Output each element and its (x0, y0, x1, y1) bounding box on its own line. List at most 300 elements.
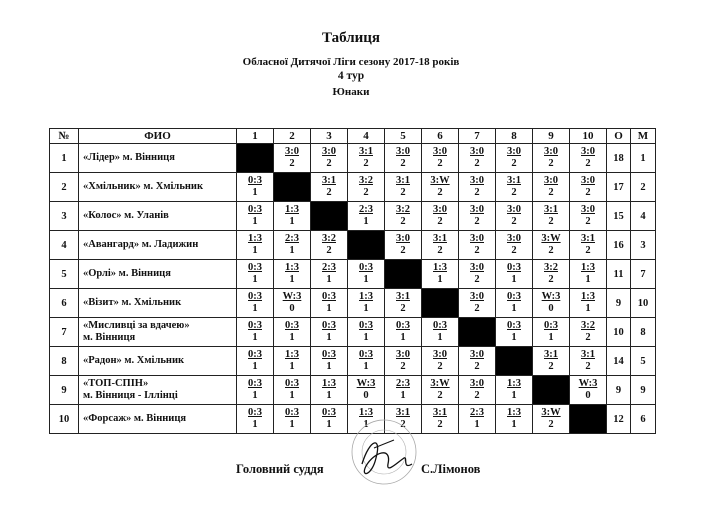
score-cell (533, 405, 570, 434)
match-points: 2 (548, 274, 554, 285)
row-number: 9 (50, 376, 79, 405)
match-score: 1:3 (507, 407, 521, 418)
signature-stamp-icon (332, 418, 442, 498)
match-score: 0:3 (507, 262, 521, 273)
score-cell (274, 318, 311, 347)
match-score: 3:2 (359, 175, 373, 186)
team-name (79, 405, 237, 434)
score-cell (311, 376, 348, 405)
match-points: 1 (363, 419, 369, 430)
column-header: 8 (496, 129, 533, 144)
table-row (50, 289, 656, 318)
row-number: 8 (50, 347, 79, 376)
match-points: 1 (326, 390, 332, 401)
score-cell (385, 347, 422, 376)
match-score: 3:0 (470, 175, 484, 186)
score-cell (274, 347, 311, 376)
score-cell (237, 289, 274, 318)
table-row (50, 260, 656, 289)
total-points: 9 (607, 289, 631, 318)
match-score: 0:3 (359, 320, 373, 331)
match-score: 3:0 (507, 233, 521, 244)
match-points: 1 (585, 303, 591, 314)
match-score: 0:3 (248, 407, 262, 418)
score-cell (570, 231, 607, 260)
score-cell (533, 260, 570, 289)
match-score: 1:3 (581, 291, 595, 302)
match-points: 1 (289, 274, 295, 285)
match-points: 1 (437, 332, 443, 343)
final-place: 2 (631, 173, 656, 202)
match-score: 3:W (541, 233, 561, 244)
score-cell (533, 318, 570, 347)
match-score: 0:3 (322, 349, 336, 360)
match-score: 3:1 (322, 175, 336, 186)
column-header: 3 (311, 129, 348, 144)
total-points: 17 (607, 173, 631, 202)
page-title: Таблиця (321, 30, 381, 46)
blocked-cell (422, 289, 459, 318)
score-cell (422, 231, 459, 260)
score-cell (237, 376, 274, 405)
match-score: 0:3 (248, 175, 262, 186)
match-points: 2 (326, 187, 332, 198)
match-points: 2 (437, 158, 443, 169)
column-header: О (607, 129, 631, 144)
team-name (79, 289, 237, 318)
match-points: 2 (437, 216, 443, 227)
team-name (79, 144, 237, 173)
match-score: 1:3 (507, 378, 521, 389)
match-points: 1 (511, 303, 517, 314)
match-points: 2 (511, 187, 517, 198)
score-cell (348, 173, 385, 202)
score-cell (459, 376, 496, 405)
match-score: 2:3 (322, 262, 336, 273)
match-points: 2 (548, 419, 554, 430)
total-points: 10 (607, 318, 631, 347)
match-score: 3:W (430, 378, 450, 389)
score-cell (311, 347, 348, 376)
match-score: 3:0 (507, 146, 521, 157)
table-row (50, 202, 656, 231)
match-score: 1:3 (248, 233, 262, 244)
team-name-line: «Мисливці за вдачею» (83, 320, 190, 331)
table-row (50, 144, 656, 173)
match-points: 2 (474, 274, 480, 285)
match-score: 1:3 (285, 204, 299, 215)
score-cell (274, 289, 311, 318)
match-points: 2 (437, 419, 443, 430)
score-cell (237, 173, 274, 202)
match-points: 2 (511, 216, 517, 227)
match-score: 3:1 (396, 291, 410, 302)
score-cell (533, 202, 570, 231)
score-cell (274, 231, 311, 260)
match-points: 0 (289, 303, 295, 314)
match-points: 1 (252, 390, 258, 401)
match-points: 0 (548, 303, 554, 314)
score-cell (385, 318, 422, 347)
match-points: 2 (400, 361, 406, 372)
final-place: 1 (631, 144, 656, 173)
score-cell (496, 260, 533, 289)
match-points: 2 (437, 245, 443, 256)
match-score: 3:0 (470, 146, 484, 157)
blocked-cell (533, 376, 570, 405)
score-cell (459, 405, 496, 434)
match-score: 3:1 (396, 407, 410, 418)
score-cell (385, 144, 422, 173)
match-points: 1 (289, 390, 295, 401)
score-cell (459, 231, 496, 260)
score-cell (496, 173, 533, 202)
match-score: 0:3 (396, 320, 410, 331)
match-score: 3:1 (433, 233, 447, 244)
match-score: 0:3 (322, 407, 336, 418)
match-points: 2 (474, 216, 480, 227)
blocked-cell (385, 260, 422, 289)
match-points: 1 (326, 419, 332, 430)
score-cell (348, 318, 385, 347)
match-score: 0:3 (248, 349, 262, 360)
match-points: 2 (548, 361, 554, 372)
match-points: 2 (474, 187, 480, 198)
total-points: 18 (607, 144, 631, 173)
score-cell (570, 173, 607, 202)
match-points: 2 (585, 332, 591, 343)
team-name (79, 173, 237, 202)
match-score: 0:3 (248, 204, 262, 215)
team-name-line: «Колос» м. Уланів (83, 210, 169, 221)
match-points: 1 (289, 361, 295, 372)
score-cell (237, 202, 274, 231)
match-score: 0:3 (285, 320, 299, 331)
match-score: 1:3 (581, 262, 595, 273)
score-cell (570, 202, 607, 231)
match-score: W:3 (578, 378, 598, 389)
match-score: 1:3 (359, 407, 373, 418)
match-score: 0:3 (507, 320, 521, 331)
row-number: 7 (50, 318, 79, 347)
score-cell (311, 318, 348, 347)
score-cell (496, 405, 533, 434)
match-points: 1 (252, 361, 258, 372)
column-header: 9 (533, 129, 570, 144)
match-points: 1 (326, 332, 332, 343)
match-score: 3:1 (544, 349, 558, 360)
match-points: 1 (252, 274, 258, 285)
match-score: 1:3 (359, 291, 373, 302)
blocked-cell (311, 202, 348, 231)
score-cell (533, 144, 570, 173)
match-score: 3:0 (507, 204, 521, 215)
match-points: 1 (548, 332, 554, 343)
match-points: 1 (252, 245, 258, 256)
match-score: 3:0 (433, 204, 447, 215)
match-points: 1 (585, 274, 591, 285)
score-cell (348, 289, 385, 318)
match-points: 2 (363, 158, 369, 169)
match-points: 2 (474, 245, 480, 256)
match-score: 2:3 (396, 378, 410, 389)
round-label: 4 тур (337, 70, 365, 82)
blocked-cell (570, 405, 607, 434)
score-cell (570, 347, 607, 376)
table-header-row (50, 129, 656, 144)
match-points: 1 (326, 361, 332, 372)
match-score: 3:2 (322, 233, 336, 244)
score-cell (496, 289, 533, 318)
score-cell (274, 260, 311, 289)
row-number: 10 (50, 405, 79, 434)
score-cell (533, 289, 570, 318)
match-points: 2 (289, 158, 295, 169)
match-score: W:3 (541, 291, 561, 302)
match-points: 2 (400, 419, 406, 430)
match-points: 2 (437, 361, 443, 372)
table-row (50, 231, 656, 260)
match-points: 2 (437, 187, 443, 198)
match-points: 1 (363, 274, 369, 285)
match-score: 3:0 (544, 146, 558, 157)
score-cell (311, 260, 348, 289)
team-name (79, 231, 237, 260)
score-cell (459, 289, 496, 318)
team-name (79, 202, 237, 231)
team-name (79, 260, 237, 289)
match-score: 3:1 (359, 146, 373, 157)
score-cell (311, 289, 348, 318)
match-score: 3:0 (470, 349, 484, 360)
score-cell (533, 347, 570, 376)
match-score: 1:3 (285, 262, 299, 273)
table-row (50, 318, 656, 347)
match-points: 1 (289, 419, 295, 430)
match-score: 3:2 (581, 320, 595, 331)
match-points: 0 (585, 390, 591, 401)
match-score: 0:3 (248, 262, 262, 273)
match-points: 2 (511, 158, 517, 169)
row-number: 3 (50, 202, 79, 231)
team-name-line: «Візит» м. Хмільник (83, 297, 182, 308)
match-score: 3:1 (396, 175, 410, 186)
match-points: 1 (363, 361, 369, 372)
blocked-cell (237, 144, 274, 173)
total-points: 14 (607, 347, 631, 376)
match-score: 2:3 (359, 204, 373, 215)
final-place: 4 (631, 202, 656, 231)
score-cell (237, 347, 274, 376)
match-score: 3:1 (544, 204, 558, 215)
match-points: 1 (252, 332, 258, 343)
score-cell (570, 376, 607, 405)
match-score: 0:3 (248, 291, 262, 302)
score-cell (274, 202, 311, 231)
match-score: 3:0 (433, 146, 447, 157)
score-cell (422, 318, 459, 347)
match-score: 3:0 (470, 378, 484, 389)
match-score: 3:1 (433, 407, 447, 418)
match-score: 3:0 (396, 349, 410, 360)
final-place: 8 (631, 318, 656, 347)
judge-name: С.Лімонов (421, 462, 481, 476)
table-row (50, 376, 656, 405)
score-cell (385, 376, 422, 405)
match-score: 3:2 (544, 262, 558, 273)
match-score: 3:1 (581, 233, 595, 244)
column-header: 6 (422, 129, 459, 144)
match-points: 0 (363, 390, 369, 401)
team-name-line: «Лідер» м. Вінниця (83, 152, 175, 163)
match-score: 1:3 (433, 262, 447, 273)
score-cell (274, 376, 311, 405)
score-cell (385, 231, 422, 260)
column-header: М (631, 129, 656, 144)
team-name-line: «Радон» м. Хмільник (83, 355, 185, 366)
score-cell (348, 376, 385, 405)
match-score: 0:3 (433, 320, 447, 331)
team-name-line: м. Вінниця - Іллінці (83, 390, 178, 401)
column-header: 10 (570, 129, 607, 144)
match-points: 1 (511, 390, 517, 401)
match-points: 2 (585, 361, 591, 372)
match-points: 1 (289, 216, 295, 227)
match-score: 0:3 (359, 349, 373, 360)
final-place: 9 (631, 376, 656, 405)
match-points: 2 (585, 158, 591, 169)
score-cell (385, 202, 422, 231)
match-score: 3:0 (544, 175, 558, 186)
score-cell (533, 231, 570, 260)
score-cell (237, 260, 274, 289)
score-cell (348, 260, 385, 289)
team-name-line: «Хмільник» м. Хмільник (83, 181, 204, 192)
final-place: 5 (631, 347, 656, 376)
match-score: 3:0 (396, 146, 410, 157)
score-cell (570, 260, 607, 289)
match-points: 2 (326, 245, 332, 256)
match-points: 2 (400, 187, 406, 198)
match-score: 0:3 (285, 407, 299, 418)
match-points: 1 (511, 332, 517, 343)
match-score: 3:0 (470, 291, 484, 302)
total-points: 11 (607, 260, 631, 289)
match-points: 1 (252, 216, 258, 227)
match-points: 2 (548, 216, 554, 227)
match-points: 2 (400, 245, 406, 256)
match-points: 2 (363, 187, 369, 198)
match-score: 0:3 (507, 291, 521, 302)
match-points: 1 (252, 187, 258, 198)
score-cell (422, 347, 459, 376)
final-place: 6 (631, 405, 656, 434)
match-points: 2 (400, 158, 406, 169)
match-points: 1 (363, 216, 369, 227)
match-points: 2 (474, 390, 480, 401)
match-points: 1 (400, 332, 406, 343)
match-score: 2:3 (285, 233, 299, 244)
match-points: 1 (400, 390, 406, 401)
match-score: 3:0 (581, 146, 595, 157)
match-points: 1 (437, 274, 443, 285)
score-cell (422, 376, 459, 405)
match-points: 1 (363, 303, 369, 314)
match-points: 2 (474, 361, 480, 372)
score-cell (422, 202, 459, 231)
score-cell (459, 173, 496, 202)
match-points: 2 (511, 245, 517, 256)
match-score: 3:1 (581, 349, 595, 360)
team-name-line: «Форсаж» м. Вінниця (83, 413, 187, 424)
column-header: 1 (237, 129, 274, 144)
score-cell (496, 144, 533, 173)
match-points: 2 (326, 158, 332, 169)
match-score: 3:0 (396, 233, 410, 244)
final-place: 10 (631, 289, 656, 318)
match-points: 2 (548, 245, 554, 256)
match-score: 2:3 (470, 407, 484, 418)
match-points: 1 (289, 245, 295, 256)
match-points: 1 (511, 274, 517, 285)
match-score: 3:0 (322, 146, 336, 157)
column-header: ФИО (79, 129, 237, 144)
row-number: 6 (50, 289, 79, 318)
match-points: 1 (511, 419, 517, 430)
column-header: 2 (274, 129, 311, 144)
match-points: 2 (548, 158, 554, 169)
match-points: 1 (326, 303, 332, 314)
match-score: 3:0 (470, 204, 484, 215)
score-cell (237, 318, 274, 347)
blocked-cell (496, 347, 533, 376)
match-score: 0:3 (248, 320, 262, 331)
total-points: 16 (607, 231, 631, 260)
team-name-line: «Орлі» м. Вінниця (83, 268, 171, 279)
blocked-cell (459, 318, 496, 347)
match-points: 2 (474, 303, 480, 314)
match-score: 0:3 (359, 262, 373, 273)
score-cell (496, 318, 533, 347)
match-score: 3:0 (285, 146, 299, 157)
score-cell (422, 144, 459, 173)
score-cell (348, 347, 385, 376)
match-points: 1 (252, 303, 258, 314)
team-name (79, 347, 237, 376)
score-cell (459, 260, 496, 289)
match-score: 0:3 (322, 320, 336, 331)
column-header: 4 (348, 129, 385, 144)
team-name-line: «Авангард» м. Ладижин (83, 239, 199, 250)
match-score: 0:3 (322, 291, 336, 302)
match-score: 3:0 (581, 175, 595, 186)
final-place: 7 (631, 260, 656, 289)
score-cell (385, 173, 422, 202)
match-points: 1 (363, 332, 369, 343)
match-score: 3:1 (507, 175, 521, 186)
score-cell (274, 405, 311, 434)
match-score: 3:W (541, 407, 561, 418)
score-cell (459, 347, 496, 376)
blocked-cell (274, 173, 311, 202)
team-name-line: м. Вінниця (83, 332, 136, 343)
row-number: 1 (50, 144, 79, 173)
team-name-line: «ТОП-СПІН» (83, 378, 149, 389)
match-points: 2 (437, 390, 443, 401)
match-points: 2 (400, 303, 406, 314)
match-score: W:3 (356, 378, 376, 389)
page-subtitle: Обласної Дитячої Ліги сезону 2017-18 років (242, 56, 460, 68)
